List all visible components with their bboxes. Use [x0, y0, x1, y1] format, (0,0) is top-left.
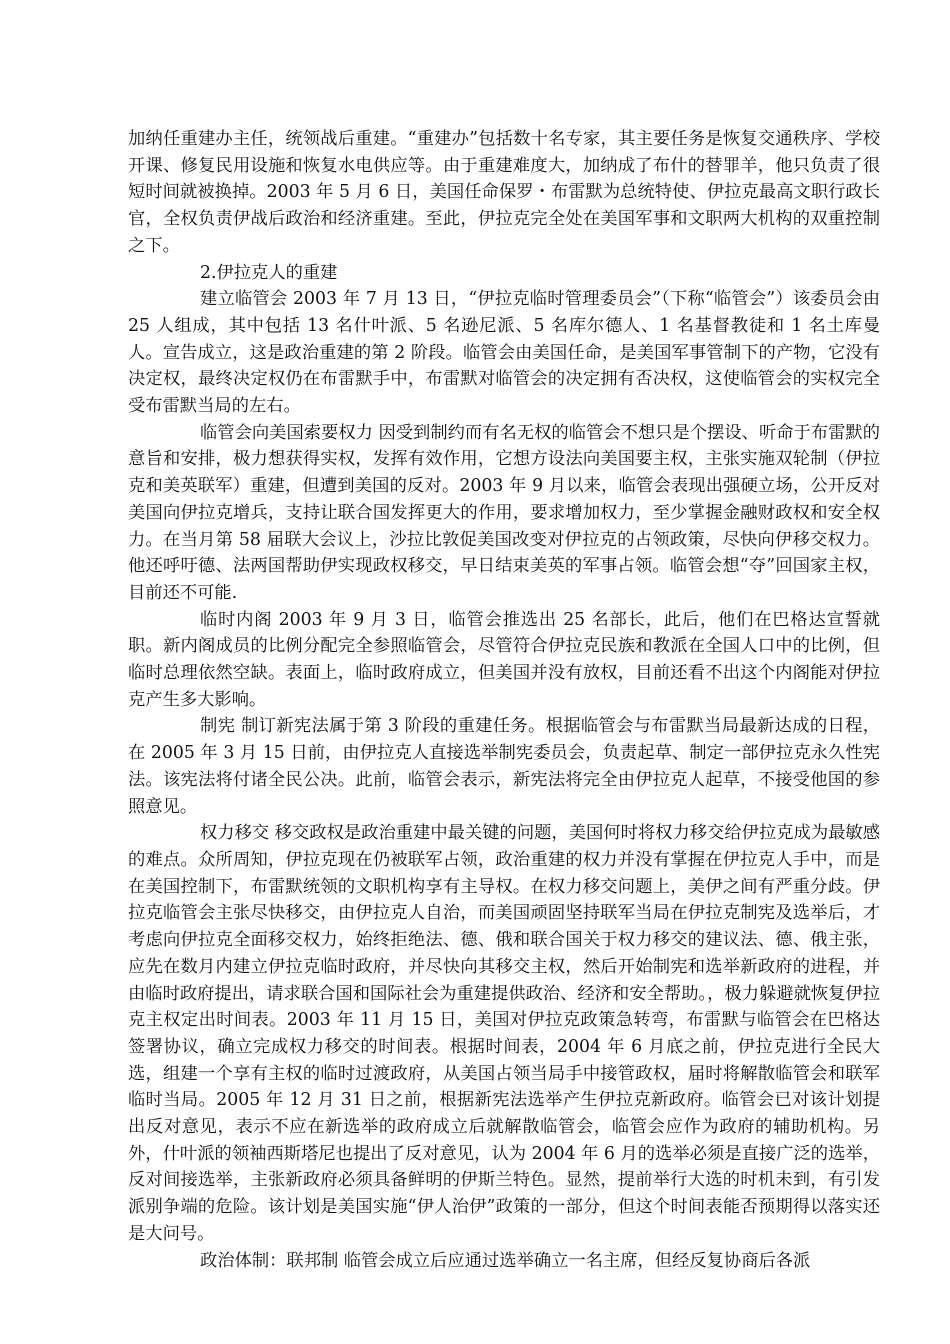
paragraph-constitution: 制宪 制订新宪法属于第 3 阶段的重建任务。根据临管会与布雷默当局最新达成的日程，在 2005 年 3 月 15 日前，由伊拉克人直接选举制宪委员会，负责起草、制定一部伊拉克永久性宪法。该宪法将付诸全民公决。此前，临管会表示，新宪法将完全由伊拉克人起草，不接受他国的参照意见。: [128, 716, 880, 817]
paragraph-council: 建立临管会 2003 年 7 月 13 日，“伊拉克临时管理委员会”（下称“临管会”）该委员会由 25 人组成，其中包括 13 名什叶派、5 名逊尼派、5 名库尔德人、1 名基督教徒和 1 名土库曼人。宣告成立，这是政治重建的第 2 阶段。临管会由美国任命，是美国军事管制下的产物，它没有决定权，最终决定权仍在布雷默手中，布雷默对临管会的决定拥有否决权，这使临管会的实权完全受布雷默当局的左右。: [128, 289, 880, 417]
paragraph-cabinet: 临时内阁 2003 年 9 月 3 日，临管会推选出 25 名部长，此后，他们在巴格达宣誓就职。新内阁成员的比例分配完全参照临管会，尽管符合伊拉克民族和教派在全国人口中的比例，但临时总理依然空缺。表面上，临时政府成立，但美国并没有放权，目前还看不出这个内阁能对伊拉克产生多大影响。: [128, 609, 880, 710]
paragraph-transfer: 权力移交 移交政权是政治重建中最关键的问题，美国何时将权力移交给伊拉克成为最敏感的难点。众所周知，伊拉克现在仍被联军占领，政治重建的权力并没有掌握在伊拉克人手中，而是在美国控制下，布雷默统领的文职机构享有主导权。在权力移交问题上，美伊之间有严重分歧。伊拉克临管会主张尽快移交，由伊拉克人自治，而美国顽固坚持联军当局在伊拉克制宪及选举后，才考虑向伊拉克全面移交权力，始终拒绝法、德、俄和联合国关于权力移交的建议法、德、俄主张，应先在数月内建立伊拉克临时政府，并尽快向其移交主权，然后开始制宪和选举新政府的进程，并由临时政府提出，请求联合国和国际社会为重建提供政治、经济和安全帮助。，极力躲避就恢复伊拉克主权定出时间表。2003 年 11 月 15 日，美国对伊拉克政策急转弯，布雷默与临管会在巴格达签署协议，确立完成权力移交的时间表。根据时间表，2004 年 6 月底之前，伊拉克进行全民大选，组建一个享有主权的临时过渡政府，从美国占领当局手中接管政权，届时将解散临管会和联军临时当局。2005 年 12 月 31 日之前，根据新宪法选举产生伊拉克新政府。临管会已对该计划提出反对意见，表示不应在新选举的政府成立后就解散临管会，临管会应作为政府的辅助机构。另外，什叶派的领袖西斯塔尼也提出了反对意见，认为 2004 年 6 月的选举必须是直接广泛的选举，反对间接选举，主张新政府必须具备鲜明的伊斯兰特色。显然，提前举行大选的时机未到，有引发派别争端的危险。该计划是美国实施“伊人治伊”政策的一部分，但这个时间表能否预期得以落实还是大问号。: [128, 823, 880, 1244]
paragraph-continued: 加纳任重建办主任，统领战后重建。“重建办”包括数十名专家，其主要任务是恢复交通秩序、学校开课、修复民用设施和恢复水电供应等。由于重建难度大，加纳成了布什的替罪羊，他只负责了很短时间就被换掉。2003 年 5 月 6 日，美国任命保罗・布雷默为总统特使、伊拉克最高文职行政长官，全权负责伊战后政治和经济重建。至此，伊拉克完全处在美国军事和文职两大机构的双重控制之下。: [128, 129, 880, 256]
paragraph-power-demand: 临管会向美国索要权力 因受到制约而有名无权的临管会不想只是个摆设、听命于布雷默的意旨和安排，极力想获得实权，发挥有效作用，它想方设法向美国要主权，主张实施双轮制（伊拉克和美英联军）重建，但遭到美国的反对。2003 年 9 月以来，临管会表现出强硬立场，公开反对美国向伊拉克增兵，支持让联合国发挥更大的作用，要求增加权力，至少掌握金融财政权和安全权力。在当月第 58 届联大会议上，沙拉比敦促美国改变对伊拉克的占领政策，尽快向伊移交权力。他还呼吁德、法两国帮助伊实现政权移交，早日结束美英的军事占领。临管会想“夺”回国家主权，目前还不可能.: [128, 422, 880, 603]
paragraph-federal: 政治体制：联邦制 临管会成立后应通过选举确立一名主席，但经反复协商后各派: [200, 1250, 811, 1271]
document-body: [128, 126, 880, 1274]
section-heading: 2.伊拉克人的重建: [200, 262, 338, 283]
